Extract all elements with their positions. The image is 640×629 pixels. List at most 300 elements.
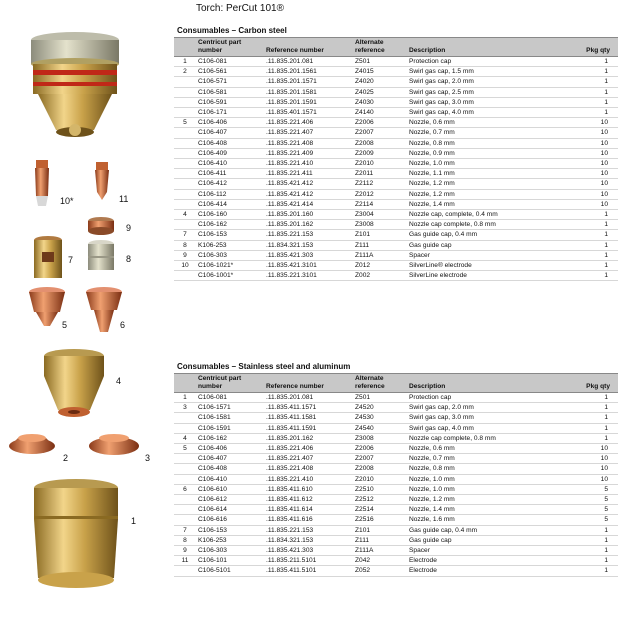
item-number — [174, 97, 196, 107]
centricut-part-number: C106-153 — [196, 230, 264, 240]
table-row — [174, 108, 618, 118]
description: Gas guide cap, 0.4 mm — [407, 525, 584, 535]
alternate-reference: Z111A — [353, 546, 407, 556]
description: Nozzle, 0.8 mm — [407, 464, 584, 474]
pkg-qty: 1 — [584, 250, 618, 260]
pkg-qty: 1 — [584, 210, 618, 220]
table-row — [174, 240, 618, 250]
description: Nozzle, 0.7 mm — [407, 454, 584, 464]
pkg-qty: 1 — [584, 556, 618, 566]
centricut-part-number: C106-571 — [196, 77, 264, 87]
stainless-rows — [174, 393, 618, 577]
item-number: 10 — [174, 261, 196, 271]
centricut-part-number: C106-414 — [196, 199, 264, 209]
table-row — [174, 556, 618, 566]
reference-number: .11.835.411.1591 — [264, 423, 353, 433]
item-number — [174, 495, 196, 505]
description: Swirl gas cap, 3.0 mm — [407, 413, 584, 423]
table-row — [174, 67, 618, 77]
table-row — [174, 403, 618, 413]
part-label-4: 4 — [116, 376, 122, 386]
item-number — [174, 423, 196, 433]
pkg-qty: 10 — [584, 444, 618, 454]
description: Gas guide cap — [407, 535, 584, 545]
gas-guide-cap-image — [34, 236, 62, 278]
description: Gas guide cap — [407, 240, 584, 250]
item-number: 8 — [174, 535, 196, 545]
pkg-qty: 10 — [584, 474, 618, 484]
col-header-alternate: Alternate reference — [353, 38, 407, 57]
item-number — [174, 179, 196, 189]
centricut-part-number: C106-409 — [196, 148, 264, 158]
table-row — [174, 230, 618, 240]
table-row — [174, 484, 618, 494]
alternate-reference: Z2011 — [353, 169, 407, 179]
table-row — [174, 138, 618, 148]
alternate-reference: Z3008 — [353, 220, 407, 230]
item-number: 2 — [174, 67, 196, 77]
item-number — [174, 189, 196, 199]
alternate-reference: Z4140 — [353, 108, 407, 118]
alternate-reference: Z2007 — [353, 128, 407, 138]
item-number: 9 — [174, 546, 196, 556]
description: Nozzle, 0.8 mm — [407, 138, 584, 148]
swirl-gas-cap-2-image — [9, 434, 55, 454]
centricut-part-number: C106-411 — [196, 169, 264, 179]
pkg-qty: 10 — [584, 179, 618, 189]
description: Protection cap — [407, 57, 584, 67]
centricut-part-number: C106-162 — [196, 220, 264, 230]
pkg-qty: 1 — [584, 546, 618, 556]
alternate-reference: Z4540 — [353, 423, 407, 433]
reference-number: .11.835.201.081 — [264, 393, 353, 403]
table-row — [174, 169, 618, 179]
centricut-part-number: C106-1021* — [196, 261, 264, 271]
item-number — [174, 515, 196, 525]
reference-number: .11.834.321.153 — [264, 535, 353, 545]
table-row — [174, 525, 618, 535]
item-number — [174, 169, 196, 179]
reference-number: .11.835.201.1571 — [264, 77, 353, 87]
pkg-qty: 1 — [584, 77, 618, 87]
col-header-centricut: Centricut part number — [196, 38, 264, 57]
description: Swirl gas cap, 4.0 mm — [407, 108, 584, 118]
part-label-8: 8 — [126, 254, 132, 264]
description: Nozzle, 0.6 mm — [407, 118, 584, 128]
centricut-part-number: C106-171 — [196, 108, 264, 118]
description: Nozzle cap complete, 0.8 mm — [407, 220, 584, 230]
description: Protection cap — [407, 393, 584, 403]
reference-number: .11.835.201.160 — [264, 210, 353, 220]
item-number: 5 — [174, 118, 196, 128]
reference-number: .11.835.221.409 — [264, 148, 353, 158]
item-number — [174, 413, 196, 423]
reference-number: .11.835.221.3101 — [264, 271, 353, 281]
swirl-gas-cap-assembly-image — [31, 32, 119, 137]
pkg-qty: 10 — [584, 138, 618, 148]
item-number — [174, 87, 196, 97]
centricut-part-number: C106-162 — [196, 433, 264, 443]
pkg-qty: 5 — [584, 505, 618, 515]
item-number — [174, 454, 196, 464]
table-header-row — [174, 374, 618, 393]
item-number — [174, 464, 196, 474]
alternate-reference: Z2006 — [353, 118, 407, 128]
col-header-pkg-qty: Pkg qty — [584, 374, 618, 393]
alternate-reference: Z4030 — [353, 97, 407, 107]
item-number — [174, 138, 196, 148]
alternate-reference: Z501 — [353, 393, 407, 403]
reference-number: .11.835.411.616 — [264, 515, 353, 525]
description: Swirl gas cap, 3.0 mm — [407, 97, 584, 107]
reference-number: .11.835.201.1581 — [264, 87, 353, 97]
reference-number: .11.835.221.406 — [264, 118, 353, 128]
item-number — [174, 108, 196, 118]
description: Nozzle, 1.0 mm — [407, 474, 584, 484]
description: Swirl gas cap, 1.5 mm — [407, 67, 584, 77]
alternate-reference: Z2008 — [353, 138, 407, 148]
item-number: 11 — [174, 556, 196, 566]
centricut-part-number: C106-407 — [196, 128, 264, 138]
reference-number: .11.835.201.162 — [264, 433, 353, 443]
centricut-part-number: K106-253 — [196, 535, 264, 545]
nozzle-cap-image — [44, 349, 104, 417]
pkg-qty: 1 — [584, 433, 618, 443]
item-number: 3 — [174, 403, 196, 413]
table-row — [174, 546, 618, 556]
pkg-qty: 1 — [584, 67, 618, 77]
description: SilverLine electrode — [407, 271, 584, 281]
alternate-reference: Z4020 — [353, 77, 407, 87]
table-row — [174, 566, 618, 576]
item-number: 9 — [174, 250, 196, 260]
col-header-description: Description — [407, 38, 584, 57]
alternate-reference: Z2112 — [353, 179, 407, 189]
reference-number: .11.835.421.303 — [264, 250, 353, 260]
centricut-part-number: C106-406 — [196, 118, 264, 128]
description: Spacer — [407, 546, 584, 556]
alternate-reference: Z2012 — [353, 189, 407, 199]
description: Electrode — [407, 556, 584, 566]
alternate-reference: Z2510 — [353, 484, 407, 494]
table-row — [174, 505, 618, 515]
description: Nozzle, 1.4 mm — [407, 199, 584, 209]
pkg-qty: 1 — [584, 108, 618, 118]
table-row — [174, 189, 618, 199]
alternate-reference: Z4520 — [353, 403, 407, 413]
nozzle-5-image — [29, 287, 65, 326]
reference-number: .11.835.221.407 — [264, 454, 353, 464]
part-label-6: 6 — [120, 320, 126, 330]
centricut-part-number: C106-1571 — [196, 403, 264, 413]
description: Nozzle, 1.0 mm — [407, 484, 584, 494]
description: Gas guide cap, 0.4 mm — [407, 230, 584, 240]
alternate-reference: Z3004 — [353, 210, 407, 220]
pkg-qty: 1 — [584, 403, 618, 413]
col-header-pkg-qty: Pkg qty — [584, 38, 618, 57]
alternate-reference: Z111 — [353, 240, 407, 250]
reference-number: .11.835.201.1591 — [264, 97, 353, 107]
alternate-reference: Z002 — [353, 271, 407, 281]
table-row — [174, 87, 618, 97]
alternate-reference: Z2009 — [353, 148, 407, 158]
description: Nozzle cap complete, 0.8 mm — [407, 433, 584, 443]
description: Nozzle, 1.2 mm — [407, 495, 584, 505]
table-row — [174, 271, 618, 281]
description: SilverLine® electrode — [407, 261, 584, 271]
pkg-qty: 10 — [584, 128, 618, 138]
pkg-qty: 1 — [584, 535, 618, 545]
item-number: 7 — [174, 230, 196, 240]
carbon-steel-rows — [174, 57, 618, 281]
alternate-reference: Z111A — [353, 250, 407, 260]
alternate-reference: Z2512 — [353, 495, 407, 505]
item-number — [174, 271, 196, 281]
col-header-alternate: Alternate reference — [353, 374, 407, 393]
item-number: 4 — [174, 210, 196, 220]
centricut-part-number: C106-581 — [196, 87, 264, 97]
reference-number: .11.835.221.411 — [264, 169, 353, 179]
reference-number: .11.835.421.3101 — [264, 261, 353, 271]
centricut-part-number: C106-303 — [196, 546, 264, 556]
reference-number: .11.835.201.1561 — [264, 67, 353, 77]
reference-number: .11.835.221.408 — [264, 138, 353, 148]
centricut-part-number: C106-1001* — [196, 271, 264, 281]
reference-number: .11.835.201.162 — [264, 220, 353, 230]
table-row — [174, 423, 618, 433]
description: Nozzle, 1.6 mm — [407, 515, 584, 525]
pkg-qty: 1 — [584, 525, 618, 535]
pkg-qty: 1 — [584, 271, 618, 281]
table-row — [174, 148, 618, 158]
description: Nozzle, 0.6 mm — [407, 444, 584, 454]
alternate-reference: Z2007 — [353, 454, 407, 464]
alternate-reference: Z2114 — [353, 199, 407, 209]
description: Swirl gas cap, 2.0 mm — [407, 403, 584, 413]
reference-number: .11.835.411.1571 — [264, 403, 353, 413]
centricut-part-number: C106-410 — [196, 159, 264, 169]
stainless-title: Consumables – Stainless steel and aluminum — [177, 362, 351, 371]
pkg-qty: 1 — [584, 261, 618, 271]
item-number — [174, 159, 196, 169]
part-label-2: 2 — [63, 453, 69, 463]
item-number: 6 — [174, 484, 196, 494]
table-row — [174, 261, 618, 271]
pkg-qty: 1 — [584, 413, 618, 423]
pkg-qty: 5 — [584, 484, 618, 494]
table-row — [174, 118, 618, 128]
col-header-num — [174, 374, 196, 393]
item-number: 1 — [174, 57, 196, 67]
part-label-3: 3 — [145, 453, 151, 463]
centricut-part-number: C106-112 — [196, 189, 264, 199]
part-label-10: 10* — [60, 196, 74, 206]
centricut-part-number: C106-561 — [196, 67, 264, 77]
carbon-steel-section — [174, 26, 618, 281]
table-row — [174, 413, 618, 423]
description: Nozzle, 1.1 mm — [407, 169, 584, 179]
item-number — [174, 220, 196, 230]
alternate-reference: Z4530 — [353, 413, 407, 423]
centricut-part-number: C106-406 — [196, 444, 264, 454]
reference-number: .11.835.201.081 — [264, 57, 353, 67]
description: Nozzle, 0.7 mm — [407, 128, 584, 138]
centricut-part-number: C106-1591 — [196, 423, 264, 433]
reference-number: .11.835.221.410 — [264, 474, 353, 484]
centricut-part-number: C106-612 — [196, 495, 264, 505]
torch-title: Torch: PerCut 101® — [196, 3, 284, 14]
reference-number: .11.835.221.153 — [264, 525, 353, 535]
item-number — [174, 566, 196, 576]
description: Nozzle, 1.2 mm — [407, 179, 584, 189]
alternate-reference: Z101 — [353, 230, 407, 240]
reference-number: .11.835.411.614 — [264, 505, 353, 515]
item-number — [174, 505, 196, 515]
pkg-qty: 1 — [584, 57, 618, 67]
swirl-gas-cap-3-image — [89, 434, 139, 455]
pkg-qty: 10 — [584, 454, 618, 464]
reference-number: .11.835.411.1581 — [264, 413, 353, 423]
alternate-reference: Z2010 — [353, 474, 407, 484]
centricut-part-number: C106-610 — [196, 484, 264, 494]
centricut-part-number: C106-081 — [196, 57, 264, 67]
protection-cap-image — [34, 479, 118, 588]
table-row — [174, 57, 618, 67]
description: Electrode — [407, 566, 584, 576]
item-number: 8 — [174, 240, 196, 250]
table-row — [174, 128, 618, 138]
pkg-qty: 1 — [584, 97, 618, 107]
table-row — [174, 454, 618, 464]
reference-number: .11.835.421.412 — [264, 179, 353, 189]
table-row — [174, 535, 618, 545]
description: Spacer — [407, 250, 584, 260]
pkg-qty: 10 — [584, 159, 618, 169]
col-header-centricut: Centricut part number — [196, 374, 264, 393]
carbon-steel-title: Consumables – Carbon steel — [177, 26, 287, 35]
table-row — [174, 433, 618, 443]
col-header-reference: Reference number — [264, 38, 353, 57]
description: Nozzle, 1.4 mm — [407, 505, 584, 515]
centricut-part-number: C106-614 — [196, 505, 264, 515]
alternate-reference: Z2514 — [353, 505, 407, 515]
reference-number: .11.835.221.153 — [264, 230, 353, 240]
pkg-qty: 10 — [584, 118, 618, 128]
centricut-part-number: C106-410 — [196, 474, 264, 484]
centricut-part-number: K106-253 — [196, 240, 264, 250]
description: Nozzle, 1.0 mm — [407, 159, 584, 169]
table-row — [174, 77, 618, 87]
item-number: 7 — [174, 525, 196, 535]
alternate-reference: Z012 — [353, 261, 407, 271]
reference-number: .11.835.221.408 — [264, 464, 353, 474]
item-number — [174, 77, 196, 87]
table-row — [174, 97, 618, 107]
pkg-qty: 1 — [584, 423, 618, 433]
item-number: 5 — [174, 444, 196, 454]
alternate-reference: Z2010 — [353, 159, 407, 169]
centricut-part-number: C106-5101 — [196, 566, 264, 576]
centricut-part-number: C106-408 — [196, 138, 264, 148]
table-row — [174, 444, 618, 454]
col-header-description: Description — [407, 374, 584, 393]
pkg-qty: 10 — [584, 189, 618, 199]
table-row — [174, 250, 618, 260]
centricut-part-number: C106-616 — [196, 515, 264, 525]
table-row — [174, 393, 618, 403]
reference-number: .11.835.411.5101 — [264, 566, 353, 576]
centricut-part-number: C106-407 — [196, 454, 264, 464]
col-header-num — [174, 38, 196, 57]
centricut-part-number: C106-081 — [196, 393, 264, 403]
reference-number: .11.835.411.612 — [264, 495, 353, 505]
alternate-reference: Z111 — [353, 535, 407, 545]
centricut-part-number: C106-412 — [196, 179, 264, 189]
table-row — [174, 464, 618, 474]
stainless-table — [174, 373, 618, 577]
stainless-section — [174, 362, 618, 577]
item-number — [174, 148, 196, 158]
pkg-qty: 1 — [584, 230, 618, 240]
reference-number: .11.834.321.153 — [264, 240, 353, 250]
gas-guide-cap-white-image — [88, 240, 114, 270]
reference-number: .11.835.221.410 — [264, 159, 353, 169]
centricut-part-number: C106-1581 — [196, 413, 264, 423]
pkg-qty: 1 — [584, 220, 618, 230]
alternate-reference: Z042 — [353, 556, 407, 566]
pkg-qty: 5 — [584, 495, 618, 505]
table-row — [174, 474, 618, 484]
table-row — [174, 220, 618, 230]
reference-number: .11.835.421.412 — [264, 189, 353, 199]
electrode-image — [95, 162, 109, 200]
reference-number: .11.835.401.1571 — [264, 108, 353, 118]
description: Swirl gas cap, 2.0 mm — [407, 77, 584, 87]
pkg-qty: 10 — [584, 464, 618, 474]
alternate-reference: Z2516 — [353, 515, 407, 525]
description: Swirl gas cap, 2.5 mm — [407, 87, 584, 97]
centricut-part-number: C106-408 — [196, 464, 264, 474]
table-row — [174, 210, 618, 220]
centricut-part-number: C106-303 — [196, 250, 264, 260]
table-row — [174, 515, 618, 525]
silverline-electrode-image — [35, 160, 49, 206]
alternate-reference: Z101 — [353, 525, 407, 535]
alternate-reference: Z4015 — [353, 67, 407, 77]
reference-number: .11.835.221.406 — [264, 444, 353, 454]
description: Nozzle, 1.2 mm — [407, 189, 584, 199]
centricut-part-number: C106-101 — [196, 556, 264, 566]
pkg-qty: 10 — [584, 148, 618, 158]
alternate-reference: Z501 — [353, 57, 407, 67]
item-number — [174, 199, 196, 209]
centricut-part-number: C106-591 — [196, 97, 264, 107]
pkg-qty: 10 — [584, 199, 618, 209]
pkg-qty: 10 — [584, 169, 618, 179]
alternate-reference: Z4025 — [353, 87, 407, 97]
description: Swirl gas cap, 4.0 mm — [407, 423, 584, 433]
reference-number: .11.835.411.610 — [264, 484, 353, 494]
nozzle-6-image — [86, 287, 122, 332]
centricut-part-number: C106-160 — [196, 210, 264, 220]
item-number — [174, 474, 196, 484]
col-header-reference: Reference number — [264, 374, 353, 393]
description: Nozzle, 0.9 mm — [407, 148, 584, 158]
description: Nozzle cap, complete, 0.4 mm — [407, 210, 584, 220]
pkg-qty: 1 — [584, 566, 618, 576]
alternate-reference: Z2008 — [353, 464, 407, 474]
alternate-reference: Z052 — [353, 566, 407, 576]
